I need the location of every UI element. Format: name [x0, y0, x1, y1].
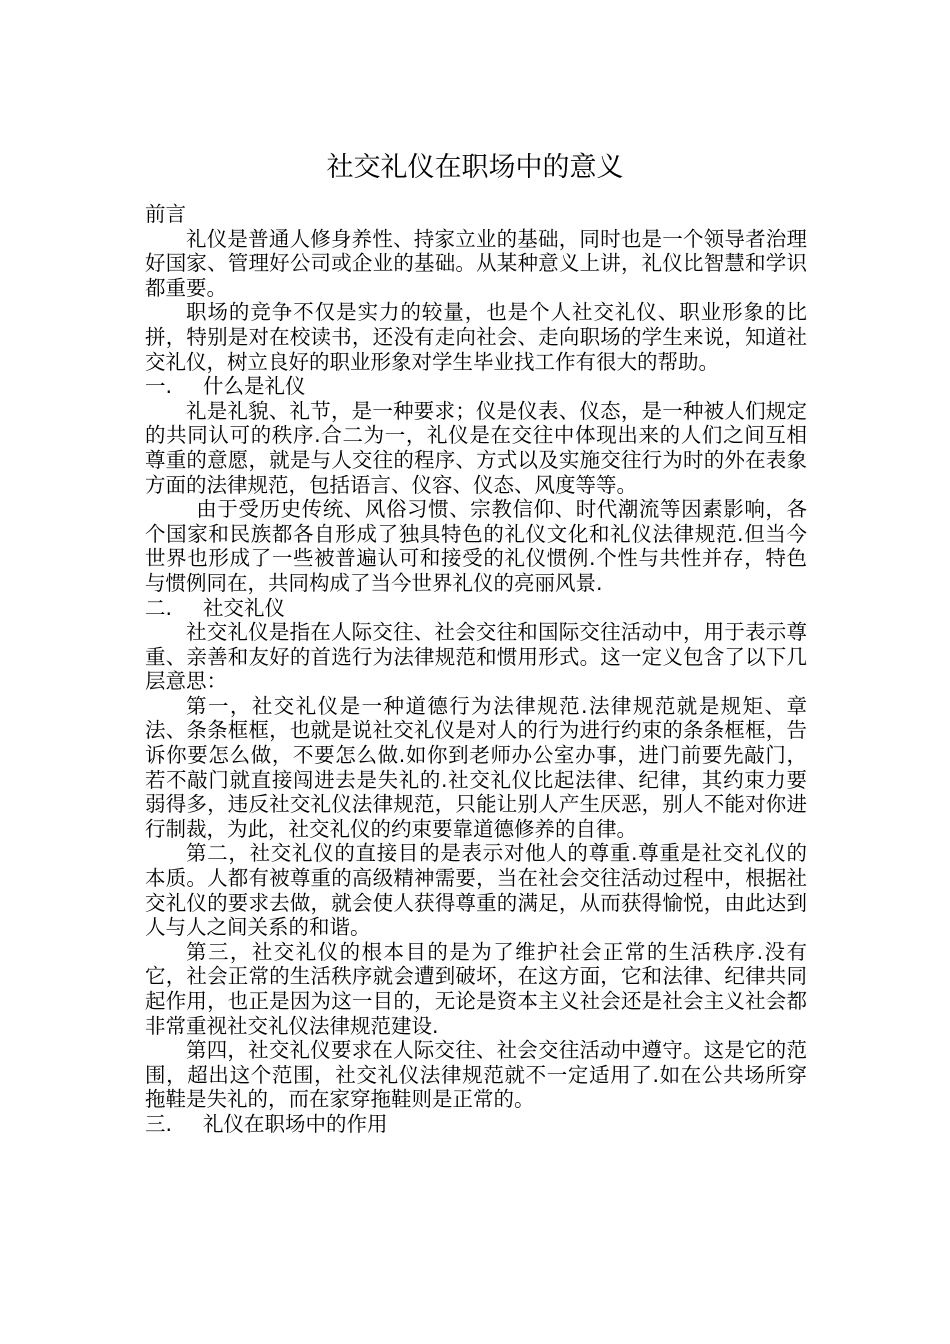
section-3-title: 礼仪在职场中的作用: [203, 1111, 388, 1136]
section-2-heading: [145, 596, 807, 621]
section-1-paragraph-1: 礼是礼貌、礼节，是一种要求；仪是仪表、仪态，是一种被人们规定的共同认可的秩序.合二为一，礼仪是在交往中体现出来的人们之间互相尊重的意愿，就是与人交往的程序、方式以及实施交往行为时的外在表象方面的法律规范，包括语言、仪容、仪态、风度等等。: [145, 398, 807, 497]
section-1-number: 一.: [145, 374, 173, 399]
section-2-number: 二.: [145, 595, 173, 620]
preface-paragraph-2: 职场的竞争不仅是实力的较量，也是个人社交礼仪、职业形象的比拼，特别是对在校读书，还没有走向社会、走向职场的学生来说，知道社交礼仪，树立良好的职业形象对学生毕业找工作有很大的帮助。: [145, 300, 807, 374]
preface-paragraph-1: 礼仪是普通人修身养性、持家立业的基础，同时也是一个领导者治理好国家、管理好公司或企业的基础。从某种意义上讲，礼仪比智慧和学识都重要。: [145, 226, 807, 300]
section-2-paragraph-1: 社交礼仪是指在人际交往、社会交往和国际交往活动中，用于表示尊重、亲善和友好的首选行为法律规范和惯用形式。这一定义包含了以下几层意思：: [145, 620, 807, 694]
section-2-paragraph-5: 第四，社交礼仪要求在人际交往、社会交往活动中遵守。这是它的范围，超出这个范围，社交礼仪法律规范就不一定适用了.如在公共场所穿拖鞋是失礼的，而在家穿拖鞋则是正常的。: [145, 1038, 807, 1112]
section-1-paragraph-2: 由于受历史传统、风俗习惯、宗教信仰、时代潮流等因素影响，各个国家和民族都各自形成了独具特色的礼仪文化和礼仪法律规范.但当今世界也形成了一些被普遍认可和接受的礼仪惯例.个性与共性并存，特色与惯例同在，共同构成了当今世界礼仪的亮丽风景.: [145, 497, 807, 595]
section-2-paragraph-2: 第一，社交礼仪是一种道德行为法律规范.法律规范就是规矩、章法、条条框框，也就是说社交礼仪是对人的行为进行约束的条条框框，告诉你要怎么做，不要怎么做.如你到老师办公室办事，进门前要先敲门，若不敲门就直接闯进去是失礼的.社交礼仪比起法律、纪律，其约束力要弱得多，违反社交礼仪法律规范，只能让别人产生厌恶，别人不能对你进行制裁，为此，社交礼仪的约束要靠道德修养的自律。: [145, 693, 807, 841]
document-title: 社交礼仪在职场中的意义: [326, 152, 624, 183]
section-1-title: 什么是礼仪: [203, 374, 306, 399]
section-2-paragraph-4: 第三，社交礼仪的根本目的是为了维护社会正常的生活秩序.没有它，社会正常的生活秩序就会遭到破坏，在这方面，它和法律、纪律共同起作用，也正是因为这一目的，无论是资本主义社会还是社会主义社会都非常重视社交礼仪法律规范建设.: [145, 939, 807, 1038]
section-3-number: 三.: [145, 1111, 173, 1136]
section-3-heading: [145, 1112, 807, 1137]
section-2-paragraph-3: 第二，社交礼仪的直接目的是表示对他人的尊重.尊重是社交礼仪的本质。人都有被尊重的高级精神需要，当在社会交往活动过程中，根据社交礼仪的要求去做，就会使人获得尊重的满足，从而获得愉悦，由此达到人与人之间关系的和谐。: [145, 841, 807, 940]
preface-heading: 前言: [145, 202, 186, 226]
document-body: [145, 202, 807, 1137]
section-2-title: 社交礼仪: [203, 595, 285, 620]
section-1-heading: [145, 374, 807, 399]
